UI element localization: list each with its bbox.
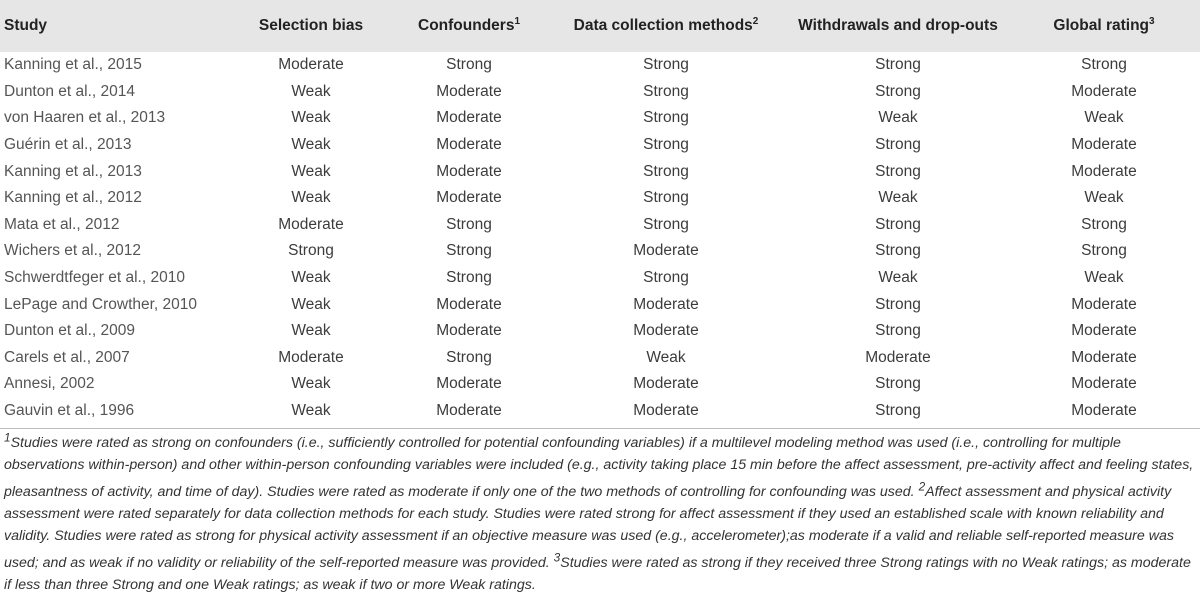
column-header <box>0 0 232 52</box>
study-name-cell: LePage and Crowther, 2010 <box>4 295 198 313</box>
rating-cell: Moderate <box>1071 402 1137 420</box>
column-header-label: Global rating <box>1053 17 1150 34</box>
rating-cell: Strong <box>875 162 921 180</box>
rating-cell: Weak <box>291 402 331 420</box>
rating-cell: Weak <box>878 109 918 127</box>
rating-cell: Weak <box>291 375 331 393</box>
table-row <box>0 345 1200 372</box>
study-name-cell: Schwerdtfeger et al., 2010 <box>4 269 185 287</box>
rating-cell: Weak <box>1084 189 1124 207</box>
rating-cell: Moderate <box>1071 348 1137 366</box>
table-row <box>0 185 1200 212</box>
footnote-text <box>4 430 1194 593</box>
footnote-marker: 3 <box>1149 15 1155 27</box>
rating-cell: Moderate <box>436 109 502 127</box>
rating-cell: Strong <box>446 269 492 287</box>
rating-cell: Weak <box>291 109 331 127</box>
rating-cell: Weak <box>291 189 331 207</box>
rating-cell: Weak <box>1084 109 1124 127</box>
footnote-3: Studies were rated as strong if they received three Strong ratings with no Weak ratings; as moderate if less than three Strong and one Weak ratings; as weak if two or more Weak ratings. <box>4 555 1191 593</box>
rating-cell: Strong <box>875 322 921 340</box>
rating-cell: Moderate <box>436 402 502 420</box>
rating-cell: Strong <box>643 136 689 154</box>
footnote-1: Studies were rated as strong on confounders (i.e., sufficiently controlled for potential confounding variables) if a multilevel modeling method was used (i.e., controlling for multiple observations within-person) and other within-person confounding variables were included (e.g., activity taking place 15 min before the affect assessment, pre-activity affect and feeling states, pleasantness of activity, and time of day). Studies were rated as moderate if only one of the two methods of controlling for confounding was used. <box>4 434 1194 501</box>
rating-cell: Weak <box>291 162 331 180</box>
table-row <box>0 238 1200 265</box>
rating-cell: Moderate <box>436 322 502 340</box>
rating-cell: Weak <box>291 136 331 154</box>
rating-cell: Strong <box>875 56 921 74</box>
rating-cell: Strong <box>875 402 921 420</box>
rating-cell: Moderate <box>1071 136 1137 154</box>
footnote-marker: 2 <box>918 479 926 494</box>
column-header-label: Data collection methods <box>573 17 753 34</box>
table-row <box>0 132 1200 159</box>
rating-cell: Moderate <box>1071 162 1137 180</box>
study-name-cell: Mata et al., 2012 <box>4 215 120 233</box>
rating-cell: Weak <box>878 189 918 207</box>
column-header <box>548 0 784 52</box>
column-header <box>232 0 390 52</box>
rating-cell: Strong <box>643 215 689 233</box>
study-name-cell: Dunton et al., 2009 <box>4 322 135 340</box>
rating-cell: Strong <box>643 162 689 180</box>
column-header <box>1012 0 1200 52</box>
rating-cell: Strong <box>875 375 921 393</box>
study-name-cell: Annesi, 2002 <box>4 375 95 393</box>
rating-cell: Moderate <box>1071 295 1137 313</box>
table-footnotes <box>4 427 1194 597</box>
rating-cell: Strong <box>875 82 921 100</box>
rating-cell: Moderate <box>633 322 699 340</box>
rating-cell: Moderate <box>633 295 699 313</box>
rating-cell: Moderate <box>436 162 502 180</box>
table-row <box>0 79 1200 106</box>
table-row <box>0 398 1200 425</box>
rating-cell: Strong <box>643 109 689 127</box>
rating-cell: Strong <box>643 82 689 100</box>
column-header-label: Selection bias <box>258 17 364 34</box>
rating-cell: Strong <box>446 348 492 366</box>
rating-cell: Weak <box>646 348 686 366</box>
table-row <box>0 265 1200 292</box>
rating-cell: Strong <box>643 269 689 287</box>
rating-cell: Weak <box>291 269 331 287</box>
rating-cell: Moderate <box>436 375 502 393</box>
rating-cell: Strong <box>446 56 492 74</box>
column-header-label: Study <box>4 17 48 34</box>
rating-cell: Weak <box>878 269 918 287</box>
table-body <box>0 52 1200 424</box>
column-header <box>390 0 548 52</box>
rating-cell: Strong <box>446 242 492 260</box>
rating-cell: Weak <box>1084 269 1124 287</box>
study-name-cell: Gauvin et al., 1996 <box>4 402 135 420</box>
column-header <box>784 0 1012 52</box>
rating-cell: Moderate <box>278 348 344 366</box>
rating-cell: Moderate <box>1071 375 1137 393</box>
table-row <box>0 212 1200 239</box>
rating-cell: Strong <box>875 242 921 260</box>
rating-cell: Moderate <box>436 82 502 100</box>
rating-cell: Moderate <box>633 375 699 393</box>
study-name-cell: Kanning et al., 2013 <box>4 162 142 180</box>
rating-cell: Moderate <box>1071 82 1137 100</box>
study-name-cell: von Haaren et al., 2013 <box>4 109 166 127</box>
study-name-cell: Kanning et al., 2015 <box>4 56 142 74</box>
rating-cell: Weak <box>291 322 331 340</box>
footnote-marker: 1 <box>514 15 520 27</box>
rating-cell: Moderate <box>633 242 699 260</box>
rating-cell: Weak <box>291 82 331 100</box>
rating-cell: Strong <box>446 215 492 233</box>
table-row <box>0 318 1200 345</box>
footnote-marker: 2 <box>752 15 759 27</box>
rating-cell: Strong <box>875 215 921 233</box>
rating-cell: Moderate <box>436 189 502 207</box>
footnote-marker: 1 <box>4 430 11 444</box>
table-row <box>0 371 1200 398</box>
table-row <box>0 52 1200 79</box>
rating-cell: Moderate <box>1071 322 1137 340</box>
rating-cell: Moderate <box>278 56 344 74</box>
column-header-label: Confounders <box>418 17 515 34</box>
study-name-cell: Wichers et al., 2012 <box>4 242 141 260</box>
rating-cell: Strong <box>643 189 689 207</box>
study-name-cell: Kanning et al., 2012 <box>4 189 142 207</box>
table-header-row <box>0 0 1200 52</box>
rating-cell: Weak <box>291 295 331 313</box>
rating-cell: Strong <box>1081 242 1127 260</box>
table-row <box>0 158 1200 185</box>
rating-cell: Moderate <box>436 295 502 313</box>
table-row <box>0 291 1200 318</box>
rating-cell: Strong <box>288 242 334 260</box>
rating-cell: Moderate <box>436 136 502 154</box>
footnote-2: Affect assessment and physical activity assessment were rated separately for data collection methods for each study. Studies were rated strong for affect assessment if they used an established scale with known reliability and validity. Studies were rated as strong for physical activity assessment if an objective measure was used (e.g., accelerometer);as moderate if a valid and reliable self-reported measure was used; and as weak if no validity or reliability of the self-reported measure was provided. <box>4 484 1174 572</box>
study-name-cell: Carels et al., 2007 <box>4 348 130 366</box>
study-name-cell: Guérin et al., 2013 <box>4 136 132 154</box>
rating-cell: Moderate <box>865 348 931 366</box>
rating-cell: Moderate <box>633 402 699 420</box>
rating-cell: Strong <box>1081 215 1127 233</box>
footnote-marker: 3 <box>553 550 561 565</box>
column-header-label: Withdrawals and drop-outs <box>798 17 998 34</box>
rating-cell: Strong <box>643 56 689 74</box>
study-name-cell: Dunton et al., 2014 <box>4 82 135 100</box>
rating-cell: Strong <box>875 136 921 154</box>
table-row <box>0 105 1200 132</box>
rating-cell: Strong <box>1081 56 1127 74</box>
rating-cell: Moderate <box>278 215 344 233</box>
rating-cell: Strong <box>875 295 921 313</box>
